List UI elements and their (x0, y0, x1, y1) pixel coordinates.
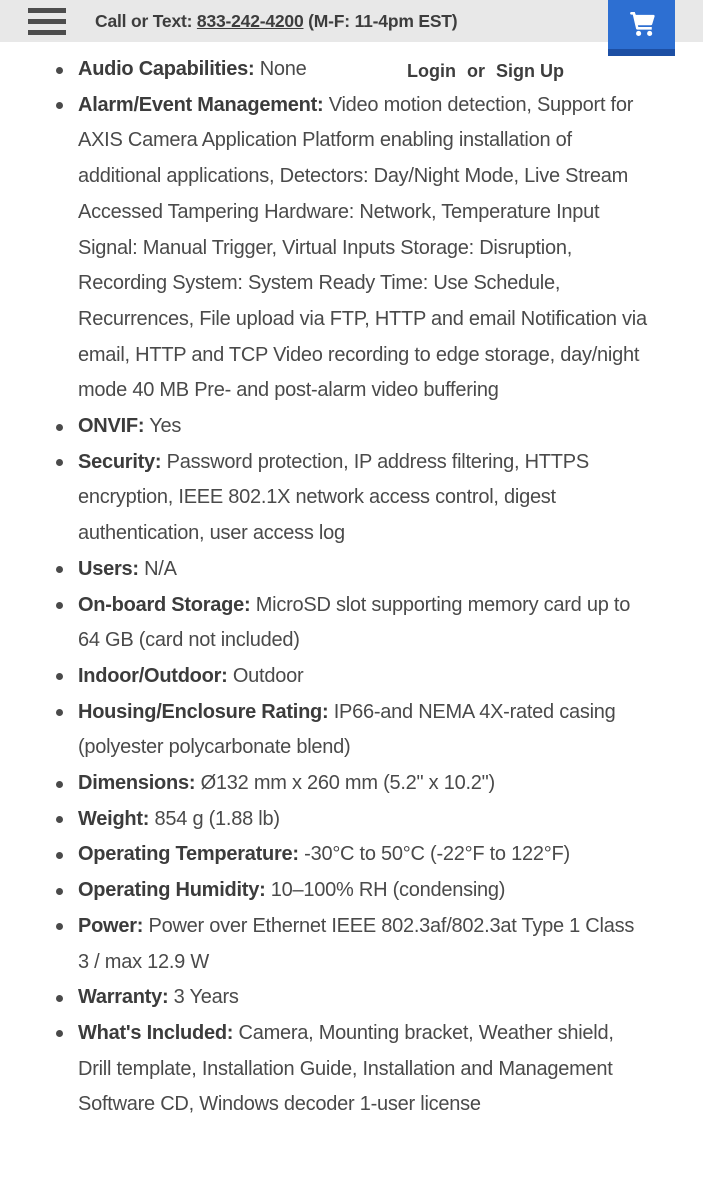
spec-item-weight (0, 802, 648, 838)
spec-item-users (0, 552, 648, 588)
spec-value: Ø132 mm x 260 mm (5.2" x 10.2") (200, 772, 495, 795)
spec-item-operating-temperature (0, 837, 648, 873)
spec-label: Indoor/Outdoor: (78, 664, 228, 687)
spec-value: Camera, Mounting bracket, Weather shield, Drill template, Installation Guide, Installation and Management Software CD, Windows decoder 1-user license (78, 1021, 614, 1116)
spec-value: 10–100% RH (condensing) (270, 879, 506, 902)
spec-item-alarm-event-management (0, 88, 648, 409)
spec-value: 3 Years (173, 986, 239, 1009)
spec-value: Yes (149, 415, 182, 438)
or-separator-text: or (466, 61, 485, 81)
spec-value: Password protection, IP address filtering, HTTPS encryption, IEEE 802.1X network access control, digest authentication, user access log (78, 450, 589, 545)
spec-label: Audio Capabilities: (78, 58, 255, 80)
spec-item-indoor-outdoor (0, 659, 648, 695)
hamburger-menu-button[interactable] (28, 8, 66, 35)
spec-value: N/A (144, 557, 177, 580)
spec-item-whats-included (0, 1016, 648, 1123)
spec-value: Outdoor (232, 664, 304, 687)
spec-label: Warranty: (78, 986, 169, 1009)
spec-item-security (0, 445, 648, 552)
spec-label: On-board Storage: (78, 593, 251, 616)
spec-label: Alarm/Event Management: (78, 93, 324, 116)
spec-value: IP66-and NEMA 4X-rated casing (polyester polycarbonate blend) (78, 700, 616, 759)
spec-item-onvif (0, 409, 648, 445)
hours-text: (M-F: 11-4pm EST) (308, 11, 458, 31)
spec-list (0, 52, 648, 1123)
spec-item-housing-enclosure-rating (0, 695, 648, 766)
spec-item-onboard-storage (0, 588, 648, 659)
spec-value: Power over Ethernet IEEE 802.3af/802.3at Type 1 Class 3 / max 12.9 W (78, 914, 635, 973)
cart-button[interactable] (608, 0, 675, 56)
spec-label: Security: (78, 450, 162, 473)
spec-value: None (259, 58, 307, 80)
spec-value: 854 g (1.88 lb) (154, 807, 280, 830)
spec-label: Dimensions: (78, 772, 196, 795)
spec-item-audio-capabilities (0, 52, 648, 88)
spec-value: MicroSD slot supporting memory card up to 64 GB (card not included) (78, 593, 631, 652)
call-or-text-line (95, 0, 457, 42)
top-header-bar (0, 0, 703, 42)
spec-item-warranty (0, 980, 648, 1016)
spec-label: Operating Temperature: (78, 843, 299, 866)
phone-number-link[interactable]: 833-242-4200 (196, 11, 304, 31)
spec-value: -30°C to 50°C (-22°F to 122°F) (304, 843, 570, 866)
call-prefix-text: Call or Text: (95, 11, 193, 31)
spec-label: Operating Humidity: (78, 879, 266, 902)
spec-label: Users: (78, 557, 139, 580)
spec-label: Weight: (78, 807, 150, 830)
spec-label: What's Included: (78, 1021, 234, 1044)
spec-item-operating-humidity (0, 873, 648, 909)
spec-label: Power: (78, 914, 144, 937)
signup-link[interactable]: Sign Up (495, 61, 564, 81)
login-link[interactable]: Login (407, 61, 456, 81)
spec-value: Video motion detection, Support for AXIS Camera Application Platform enabling installation of additional applications, Detectors: Day/Night Mode, Live Stream Accessed Tampering Hardware: Network, Temperature Input Signal: Manual Trigger, Virtual Inputs Storage: Disruption, Recording System: System Ready Time: Use Schedule, Recurrences, File upload via FTP, HTTP and email Notification via email, HTTP and TCP Video recording to edge storage, day/night mode 40 MB Pre- and post-alarm video buffering (78, 93, 647, 402)
spec-item-dimensions (0, 766, 648, 802)
shopping-cart-icon (625, 6, 659, 43)
spec-label: Housing/Enclosure Rating: (78, 700, 329, 723)
spec-item-power (0, 909, 648, 980)
spec-label: ONVIF: (78, 415, 145, 438)
hamburger-icon (28, 8, 66, 13)
